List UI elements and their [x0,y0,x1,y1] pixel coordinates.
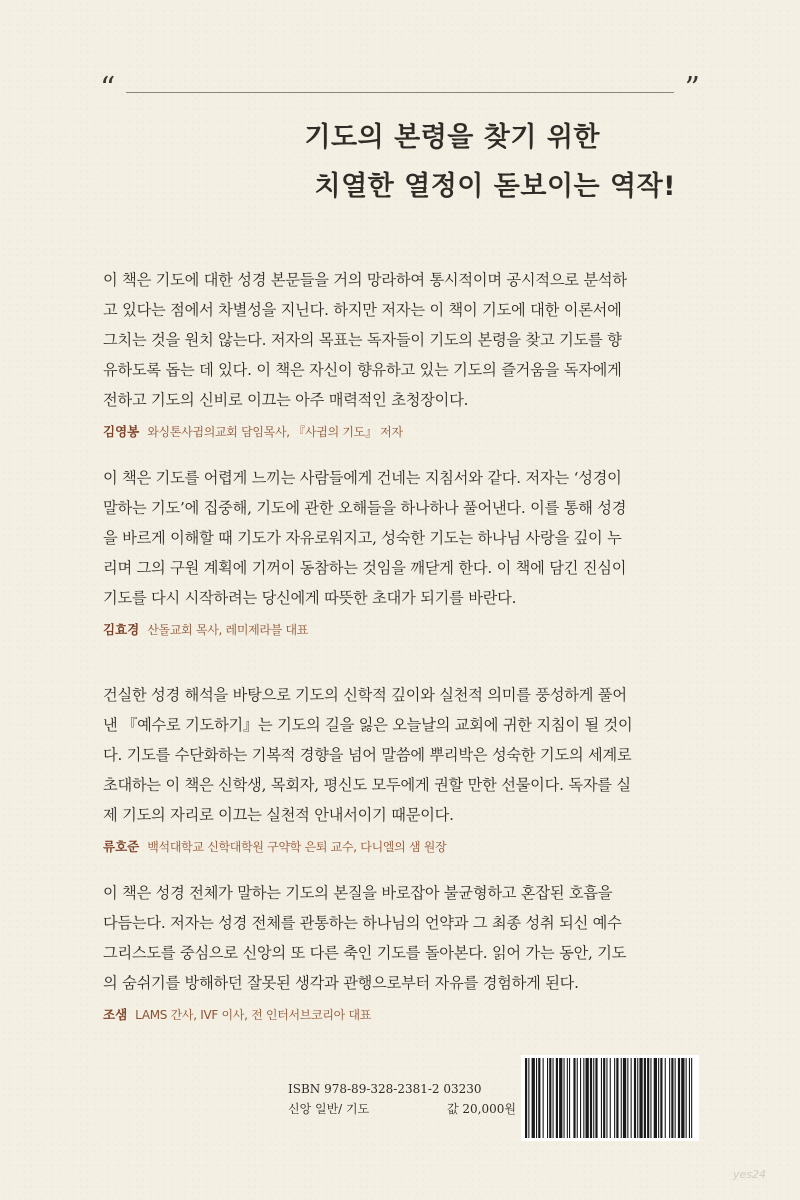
barcode-bar [601,1058,602,1138]
barcode-bar [650,1058,651,1138]
barcode-bar [564,1058,565,1138]
barcode-bar [623,1058,626,1138]
barcode-bar [580,1058,581,1138]
barcode-bar [525,1058,527,1138]
reviewer-credit [103,621,697,639]
barcode-bar [549,1058,551,1138]
review-text [103,878,697,998]
barcode-bar [569,1058,570,1138]
reviewer-name: 김효경 [103,622,140,637]
barcode-bar [553,1058,554,1138]
review-line: 리며 그의 구원 계획에 기꺼이 동참하는 것임을 깨닫게 한다. 이 책에 담긴 진심이 [103,559,627,577]
barcode-bar [627,1058,628,1138]
review-line: 기도를 다시 시작하려는 당신에게 따뜻한 초대가 되기를 바란다. [103,589,517,607]
barcode-bar [631,1058,632,1138]
reviewer-name: 김영봉 [103,424,140,439]
watermark: yes24 [733,1168,767,1181]
reviewer-role: 백석대학교 신학대학원 구약학 은퇴 교수, 다니엘의 샘 원장 [147,840,447,854]
review-line: 유하도록 돕는 데 있다. 이 책은 자신이 향유하고 있는 기도의 즐거움을 독자에게 [103,361,622,379]
barcode-bar [547,1058,548,1138]
isbn-meta [288,1099,516,1119]
barcode-bar [603,1058,605,1138]
reviewer-role: 와싱톤사귐의교회 담임목사, 『사귐의 기도』 저자 [147,425,403,439]
barcode-bar [686,1058,687,1138]
barcode-bar [647,1058,649,1138]
barcode-bar [556,1058,558,1138]
headline-line-2: 치열한 열정이 돋보이는 역작! [314,171,676,202]
barcode-bar [573,1058,575,1138]
isbn-number: ISBN 978-89-328-2381-2 03230 [288,1082,482,1096]
barcode-bar [678,1058,680,1138]
review-line: 이 책은 기도에 대한 성경 본문들을 거의 망라하여 통시적이며 공시적으로 분석하 [103,271,627,289]
reviewer-role: LAMS 간사, IVF 이사, 전 인터서브코리아 대표 [135,1008,372,1022]
review-line: 다듬는다. 저자는 성경 전체를 관통하는 하나님의 언약과 그 최종 성취 되신 예수 [103,914,622,932]
barcode-bar [610,1058,611,1138]
review-2 [103,463,697,639]
open-quote-mark: “ [100,71,116,106]
review-line: 건실한 성경 해석을 바탕으로 기도의 신학적 깊이와 실천적 의미를 풍성하게 풀어 [103,686,627,704]
barcode-bar [543,1058,544,1138]
reviewer-name: 류호준 [103,839,140,854]
barcode-bar [639,1058,642,1138]
review-text [103,680,697,830]
barcode-bar [559,1058,562,1138]
review-1 [103,265,697,441]
barcode-bar [616,1058,618,1138]
barcode-bar [593,1058,594,1138]
quote-divider [100,71,700,106]
barcode [521,1055,699,1141]
review-line: 고 있다는 점에서 차별성을 지닌다. 하지만 저자는 이 책이 기도에 대한 이론서에 [103,301,622,319]
barcode-bar [586,1058,589,1138]
barcode-bar [665,1058,666,1138]
barcode-bar [634,1058,636,1138]
reviewer-role: 산돌교회 목사, 레미제라블 대표 [147,623,309,637]
barcode-bar [689,1058,690,1138]
isbn-info [288,1079,516,1119]
barcode-bar [660,1058,662,1138]
review-text [103,463,697,613]
divider-line [126,92,674,93]
review-line: 말하는 기도’에 집중해, 기도에 관한 오해들을 하나하나 풀어낸다. 이를 통해 성경 [103,499,627,517]
review-3 [103,680,697,856]
review-line: 제 기도의 자리로 이끄는 실천적 안내서이기 때문이다. [103,806,454,824]
review-line: 그치는 것을 원치 않는다. 저자의 목표는 독자들이 기도의 본령을 찾고 기도를 향 [103,331,622,349]
barcode-bar [590,1058,592,1138]
barcode-bar [595,1058,597,1138]
barcode-bar [637,1058,638,1138]
barcode-bar [536,1058,537,1138]
barcode-bar [614,1058,615,1138]
barcode-bar [654,1058,657,1138]
review-text [103,265,697,415]
reviewer-credit [103,1006,697,1024]
review-line: 이 책은 기도를 어렵게 느끼는 사람들에게 건네는 지침서와 같다. 저자는 ‘성경이 [103,469,622,487]
review-line: 그리스도를 중심으로 신앙의 또 다른 축인 기도를 돌아본다. 읽어 가는 동안, 기도 [103,944,627,962]
barcode-bar [567,1058,568,1138]
barcode-bar [681,1058,684,1138]
reviewer-credit [103,838,697,856]
review-line: 다. 기도를 수단화하는 기복적 경향을 넘어 말씀에 뿌리박은 성숙한 기도의 세계로 [103,746,632,764]
barcode-bar [671,1058,673,1138]
headline-line-1: 기도의 본령을 찾기 위한 [304,122,600,153]
review-line: 이 책은 성경 전체가 말하는 기도의 본질을 바로잡아 불균형하고 혼잡된 호흡을 [103,884,613,902]
barcode-bar [538,1058,540,1138]
review-line: 초대하는 이 책은 신학생, 목회자, 평신도 모두에게 권할 만한 선물이다. 독자를 실 [103,776,631,794]
barcode-bar [528,1058,529,1138]
barcode-bar [669,1058,670,1138]
review-line: 을 바르게 이해할 때 기도가 자유로워지고, 성숙한 기도는 하나님 사랑을 깊이 누 [103,529,622,547]
barcode-bar [606,1058,607,1138]
barcode-bar [644,1058,646,1138]
barcode-bar [577,1058,578,1138]
close-quote-mark: ” [684,71,700,106]
review-line: 전하고 기도의 신비로 이끄는 아주 매력적인 초청장이다. [103,391,469,409]
reviewer-credit [103,423,697,441]
barcode-bar [621,1058,622,1138]
barcode-bar [675,1058,676,1138]
book-price: 값 20,000원 [447,1102,516,1116]
barcode-bar [691,1058,692,1138]
barcode-bar [532,1058,535,1138]
review-line: 낸 『예수로 기도하기』는 기도의 길을 잃은 오늘날의 교회에 귀한 지침이 될 것이 [103,716,633,734]
review-line: 의 숨쉬기를 방해하던 잘못된 생각과 관행으로부터 자유를 경험하게 된다. [103,974,579,992]
barcode-bar [658,1058,659,1138]
barcode-bar [583,1058,584,1138]
review-4 [103,878,697,1024]
reviewer-name: 조샘 [103,1007,128,1022]
book-category: 신앙 일반/ 기도 [288,1102,370,1116]
